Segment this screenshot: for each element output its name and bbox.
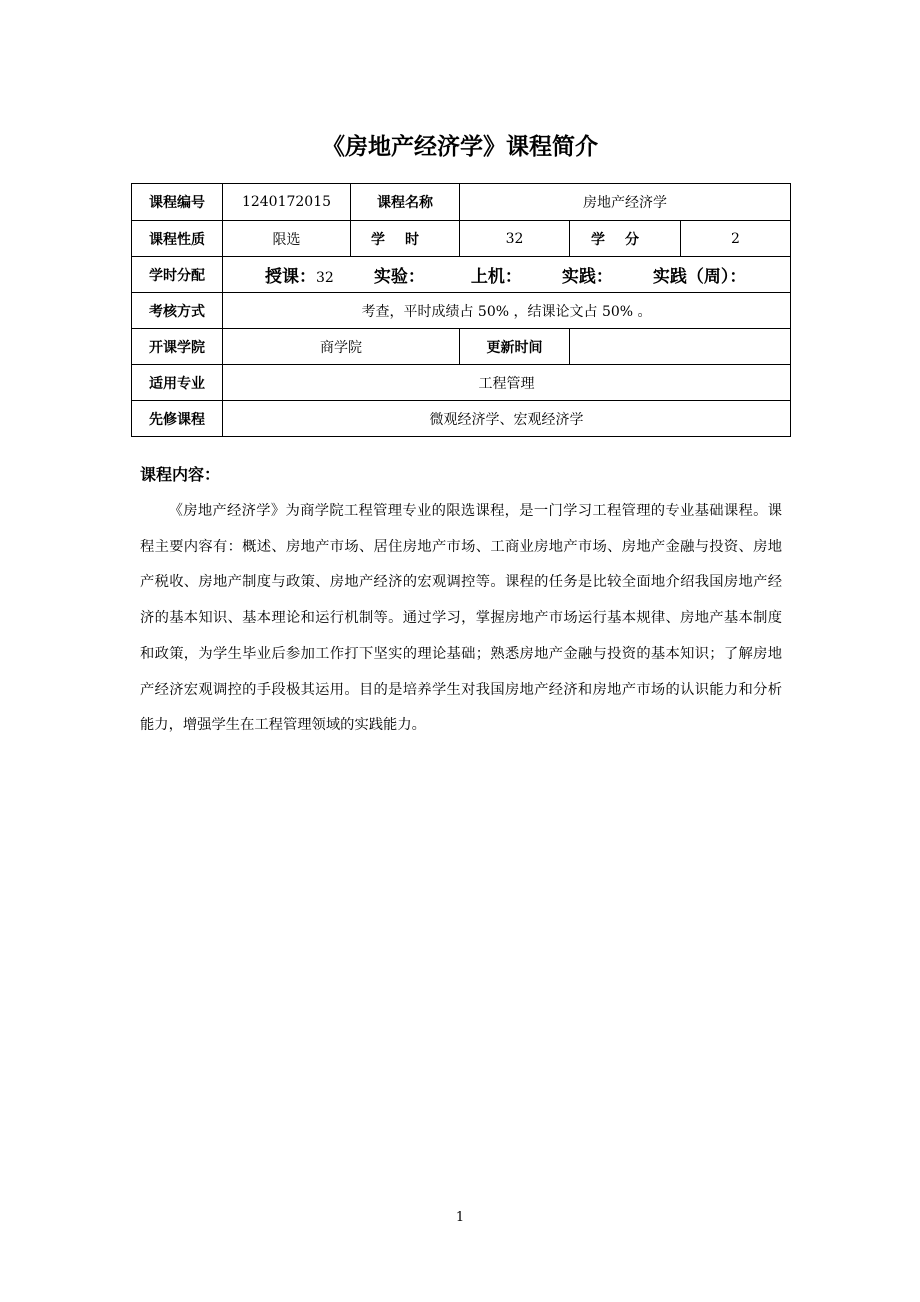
updated-label: 更新时间 (460, 329, 570, 365)
row-prerequisites (132, 401, 791, 437)
content-paragraph: 《房地产经济学》为商学院工程管理专业的限选课程，是一门学习工程管理的专业基础课程。课程主要内容有：概述、房地产市场、居住房地产市场、工商业房地产市场、房地产金融与投资、房地产税收、房地产制度与政策、房地产经济的宏观调控等。课程的任务是比较全面地介绍我国房地产经济的基本知识、基本理论和运行机制等。通过学习，掌握房地产市场运行基本规律、房地产基本制度和政策，为学生毕业后参加工作打下坚实的理论基础；熟悉房地产金融与投资的基本知识；了解房地产经济宏观调控的手段极其运用。目的是培养学生对我国房地产经济和房地产市场的认识能力和分析能力，增强学生在工程管理领域的实践能力。 (140, 503, 782, 734)
assessment-value: 考查，平时成绩占 50% ，结课论文占 50% 。 (223, 293, 791, 329)
row-major (132, 365, 791, 401)
credits-value: 2 (681, 221, 791, 257)
lecture-label: 授课： (265, 267, 316, 287)
page-title: 《房地产经济学》课程简介 (322, 134, 598, 160)
row-type-hours-credits (132, 221, 791, 257)
assessment-label: 考核方式 (132, 293, 223, 329)
row-hour-allocation (132, 257, 791, 293)
course-code-value: 1240172015 (223, 184, 351, 221)
experiment-label: 实验： (373, 267, 425, 287)
course-type-value: 限选 (223, 221, 351, 257)
row-college-updated (132, 329, 791, 365)
hours-value: 32 (460, 221, 570, 257)
course-info-table (131, 183, 791, 437)
hour-alloc-label: 学时分配 (132, 257, 223, 293)
college-value: 商学院 (223, 329, 460, 365)
computer-label: 上机： (470, 267, 522, 287)
prereq-label: 先修课程 (132, 401, 223, 437)
college-label: 开课学院 (132, 329, 223, 365)
content-heading: 课程内容： (140, 465, 221, 484)
hour-alloc-value (223, 257, 791, 293)
prereq-value: 微观经济学、宏观经济学 (223, 401, 791, 437)
course-type-label: 课程性质 (132, 221, 223, 257)
course-name-label: 课程名称 (351, 184, 460, 221)
page-number: 1 (455, 1210, 465, 1225)
row-assessment (132, 293, 791, 329)
hours-label: 学时 (351, 221, 460, 257)
course-name-value: 房地产经济学 (460, 184, 791, 221)
row-code-name (132, 184, 791, 221)
major-value: 工程管理 (223, 365, 791, 401)
major-label: 适用专业 (132, 365, 223, 401)
practice-weeks-label: 实践（周）： (652, 267, 747, 287)
lecture-value: 32 (316, 270, 334, 286)
updated-value (570, 329, 791, 365)
course-code-label: 课程编号 (132, 184, 223, 221)
practice-label: 实践： (561, 267, 613, 287)
credits-label: 学分 (570, 221, 681, 257)
